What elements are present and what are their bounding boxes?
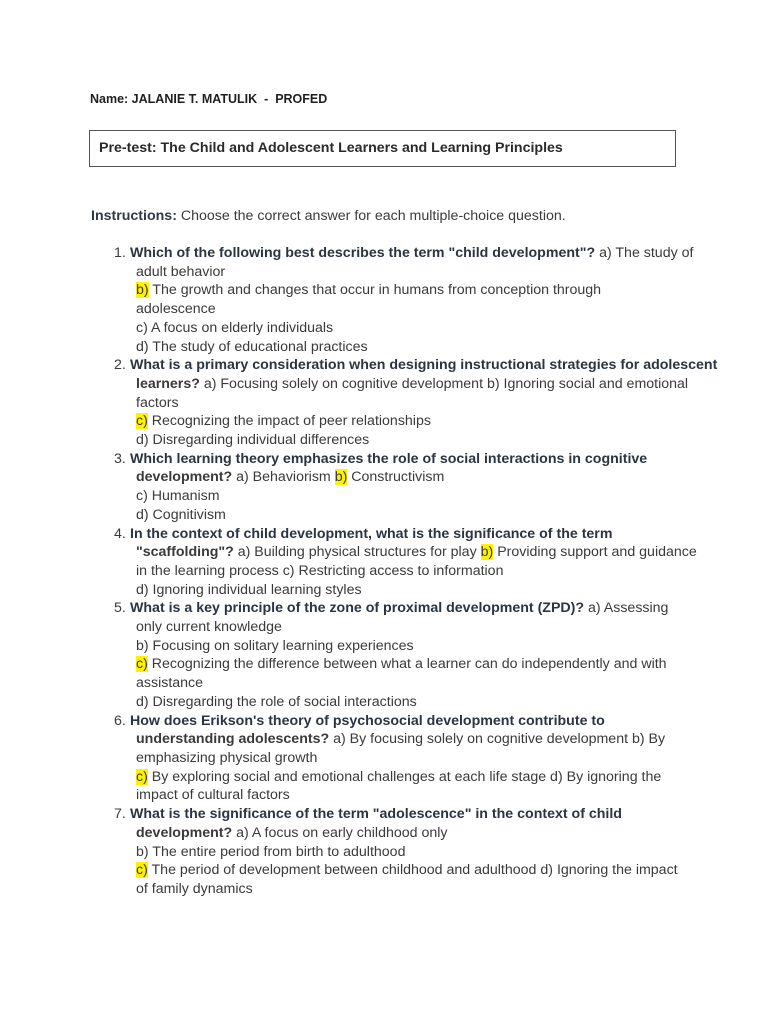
answer-line <box>136 412 760 431</box>
question-stem <box>130 244 760 263</box>
answer-text: c) Humanism <box>136 488 220 505</box>
answer-line <box>136 300 760 319</box>
answer-text: a) Focusing solely on cognitive development b) Ignoring social and emotional <box>199 375 689 392</box>
test-title: Pre-test: The Child and Adolescent Learners and Learning Principles <box>99 140 563 156</box>
selected-answer-highlight: c) <box>136 768 148 785</box>
question-stem <box>130 356 760 375</box>
answer-text: d) Ignoring individual learning styles <box>136 581 362 598</box>
answer-line <box>136 749 760 768</box>
answer-line <box>136 506 760 525</box>
question-number: 4. <box>114 525 126 542</box>
question-text-continued: learners? <box>136 375 200 392</box>
question-text-continued: understanding adolescents? <box>136 731 330 748</box>
question-number: 6. <box>114 712 126 729</box>
question-number: 2. <box>114 357 126 374</box>
question-item <box>0 450 768 525</box>
question-item <box>0 525 768 600</box>
answer-text: impact of cultural factors <box>136 787 290 804</box>
question-number: 3. <box>114 450 126 467</box>
question-stem <box>130 525 760 544</box>
selected-answer-highlight: c) <box>136 413 148 430</box>
answer-line <box>136 655 760 674</box>
answer-line <box>136 861 760 880</box>
question-text: In the context of child development, what is the significance of the term <box>130 525 613 542</box>
answer-line <box>136 581 760 600</box>
selected-answer-highlight: b) <box>136 282 149 299</box>
answer-line <box>136 338 760 357</box>
selected-answer-highlight: c) <box>136 862 148 879</box>
selected-answer-highlight: c) <box>136 656 148 673</box>
answer-text: b) The entire period from birth to adulthood <box>136 843 406 860</box>
question-stem <box>130 712 760 731</box>
selected-answer-highlight: b) <box>480 544 494 561</box>
question-option-inline: a) Assessing <box>584 600 669 617</box>
answer-text: d) The study of educational practices <box>136 338 368 355</box>
selected-answer-highlight: b) <box>334 469 348 486</box>
answer-line <box>136 543 760 562</box>
question-text-continued: development? <box>136 824 233 841</box>
answer-text: a) A focus on early childhood only <box>232 824 448 841</box>
answer-text: d) Disregarding the role of social interactions <box>136 693 417 710</box>
question-item <box>0 356 768 450</box>
answer-line <box>136 824 760 843</box>
answer-text: a) Behaviorism <box>232 469 335 486</box>
answer-text: The growth and changes that occur in humans from conception through <box>148 282 602 299</box>
answer-line <box>136 618 760 637</box>
answer-text: b) Focusing on solitary learning experiences <box>136 637 414 654</box>
answer-text: Constructivism <box>347 469 445 486</box>
question-text: How does Erikson's theory of psychosocial development contribute to <box>130 712 605 729</box>
answer-line <box>136 637 760 656</box>
answer-text: c) A focus on elderly individuals <box>136 319 334 336</box>
question-text: What is the significance of the term "adolescence" in the context of child <box>130 806 622 823</box>
instructions <box>91 208 566 224</box>
question-item <box>0 805 768 899</box>
answer-text: in the learning process c) Restricting access to information <box>136 562 504 579</box>
question-text: What is a key principle of the zone of proximal development (ZPD)? <box>130 600 585 617</box>
answer-text: a) Building physical structures for play <box>233 544 481 561</box>
answer-text: Recognizing the difference between what a learner can do independently and with <box>147 656 667 673</box>
question-text: What is a primary consideration when designing instructional strategies for adolescent <box>130 357 718 374</box>
answer-text: emphasizing physical growth <box>136 749 318 766</box>
instructions-text: Choose the correct answer for each multiple-choice question. <box>176 208 566 224</box>
answer-line <box>136 468 760 487</box>
answer-text: d) Disregarding individual differences <box>136 432 370 449</box>
answer-text: The period of development between childhood and adulthood d) Ignoring the impact <box>147 862 678 879</box>
question-item <box>0 244 768 356</box>
answer-line <box>136 674 760 693</box>
question-number: 5. <box>114 600 126 617</box>
answer-text: assistance <box>136 675 204 692</box>
answer-text: d) Cognitivism <box>136 506 226 523</box>
answer-text: By exploring social and emotional challenges at each life stage d) By ignoring the <box>147 768 662 785</box>
answer-line <box>136 263 760 282</box>
answer-text: Recognizing the impact of peer relationships <box>147 413 431 430</box>
answer-line <box>136 487 760 506</box>
test-title-box <box>89 130 676 167</box>
question-text-continued: development? <box>136 469 233 486</box>
answer-line <box>136 562 760 581</box>
question-text: Which of the following best describes the term "child development"? <box>130 245 596 261</box>
question-stem <box>130 599 760 618</box>
question-item <box>0 712 768 806</box>
answer-line <box>136 693 760 712</box>
answer-line <box>136 843 760 862</box>
instructions-label: Instructions: <box>91 208 177 224</box>
answer-text: of family dynamics <box>136 880 253 897</box>
answer-line <box>136 319 760 338</box>
answer-text: adult behavior <box>136 263 226 280</box>
question-stem <box>130 805 760 824</box>
question-option-inline: a) The study of <box>595 245 694 261</box>
question-text-continued: "scaffolding"? <box>136 544 234 561</box>
question-number: 7. <box>114 806 126 823</box>
question-stem <box>130 450 760 469</box>
answer-line <box>136 431 760 450</box>
answer-line <box>136 281 760 300</box>
answer-line <box>136 394 760 413</box>
answer-line <box>136 768 760 787</box>
answer-line <box>136 786 760 805</box>
answer-text: factors <box>136 394 179 411</box>
answer-line <box>136 730 760 749</box>
answer-text: a) By focusing solely on cognitive development b) By <box>329 731 666 748</box>
answer-text: adolescence <box>136 301 216 318</box>
answer-line <box>136 375 760 394</box>
question-number: 1. <box>114 245 126 261</box>
answer-text: only current knowledge <box>136 619 282 636</box>
student-name: Name: JALANIE T. MATULIK - PROFED <box>90 92 328 106</box>
answer-text: Providing support and guidance <box>493 544 697 561</box>
question-item <box>0 599 768 711</box>
question-text: Which learning theory emphasizes the role of social interactions in cognitive <box>130 450 648 467</box>
answer-line <box>136 880 760 899</box>
question-list <box>0 244 768 899</box>
